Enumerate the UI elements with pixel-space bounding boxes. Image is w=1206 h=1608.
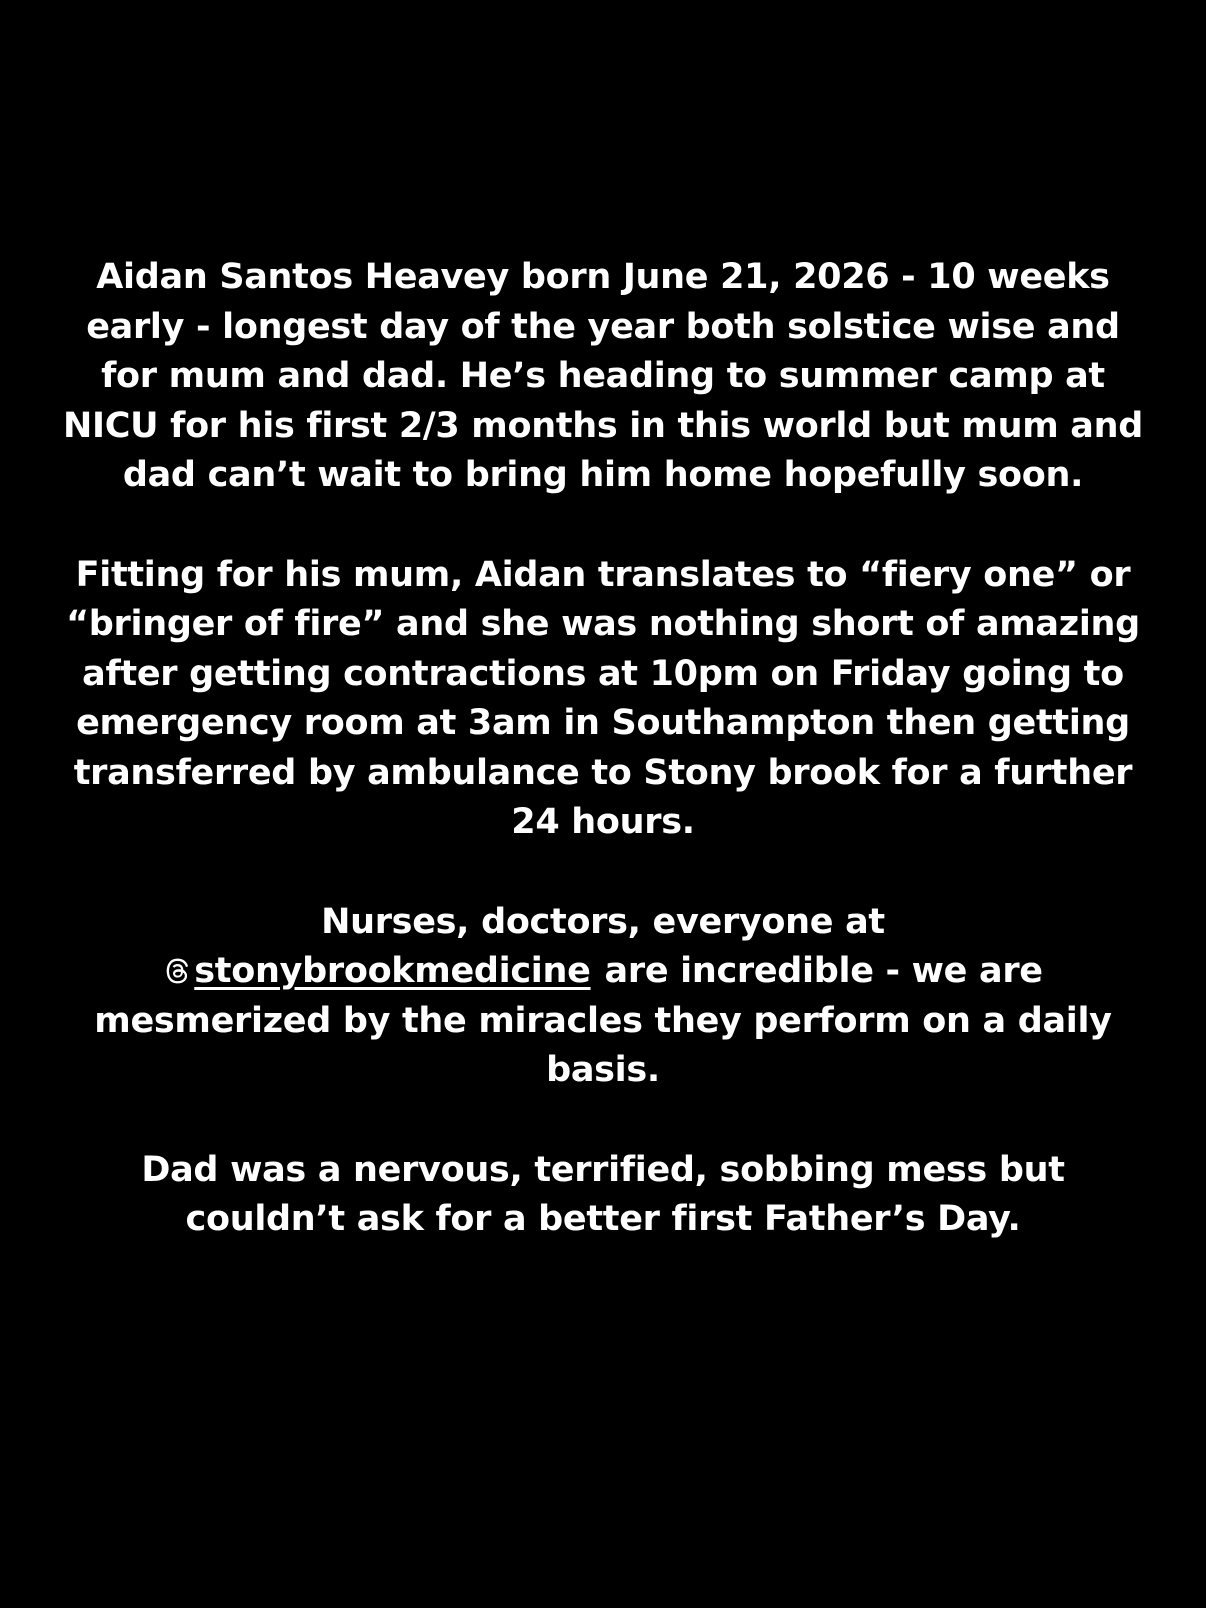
paragraph-thanks-rest: are incredible - we are mesmerized by the miracles they perform on a daily basis.: [94, 951, 1112, 1090]
threads-icon: [163, 956, 193, 986]
paragraph-name-meaning: Fitting for his mum, Aidan translates to “fiery one” or “bringer of fire” and she was nothing short of amazing after getting contractions at 10pm on Friday going to emergency room at 3am in Southampton then getting transferred by ambulance to Stony brook for a further 24 hours.: [66, 554, 1140, 842]
mention-handle: stonybrookmedicine: [194, 951, 591, 991]
story-text-block: [60, 253, 1146, 1245]
mention-stonybrookmedicine[interactable]: [163, 947, 590, 997]
paragraph-fathers-day: Dad was a nervous, terrified, sobbing mess but couldn’t ask for a better first Father’s Day.: [141, 1149, 1065, 1239]
paragraph-thanks-lead: Nurses, doctors, everyone at: [321, 901, 885, 942]
paragraph-thanks: [60, 898, 1146, 1096]
paragraph-birth-announcement: Aidan Santos Heavey born June 21, 2026 - 10 weeks early - longest day of the year both solstice wise and for mum and dad. He’s heading to summer camp at NICU for his first 2/3 months in this world but mum and dad can’t wait to bring him home hopefully soon.: [63, 257, 1143, 495]
